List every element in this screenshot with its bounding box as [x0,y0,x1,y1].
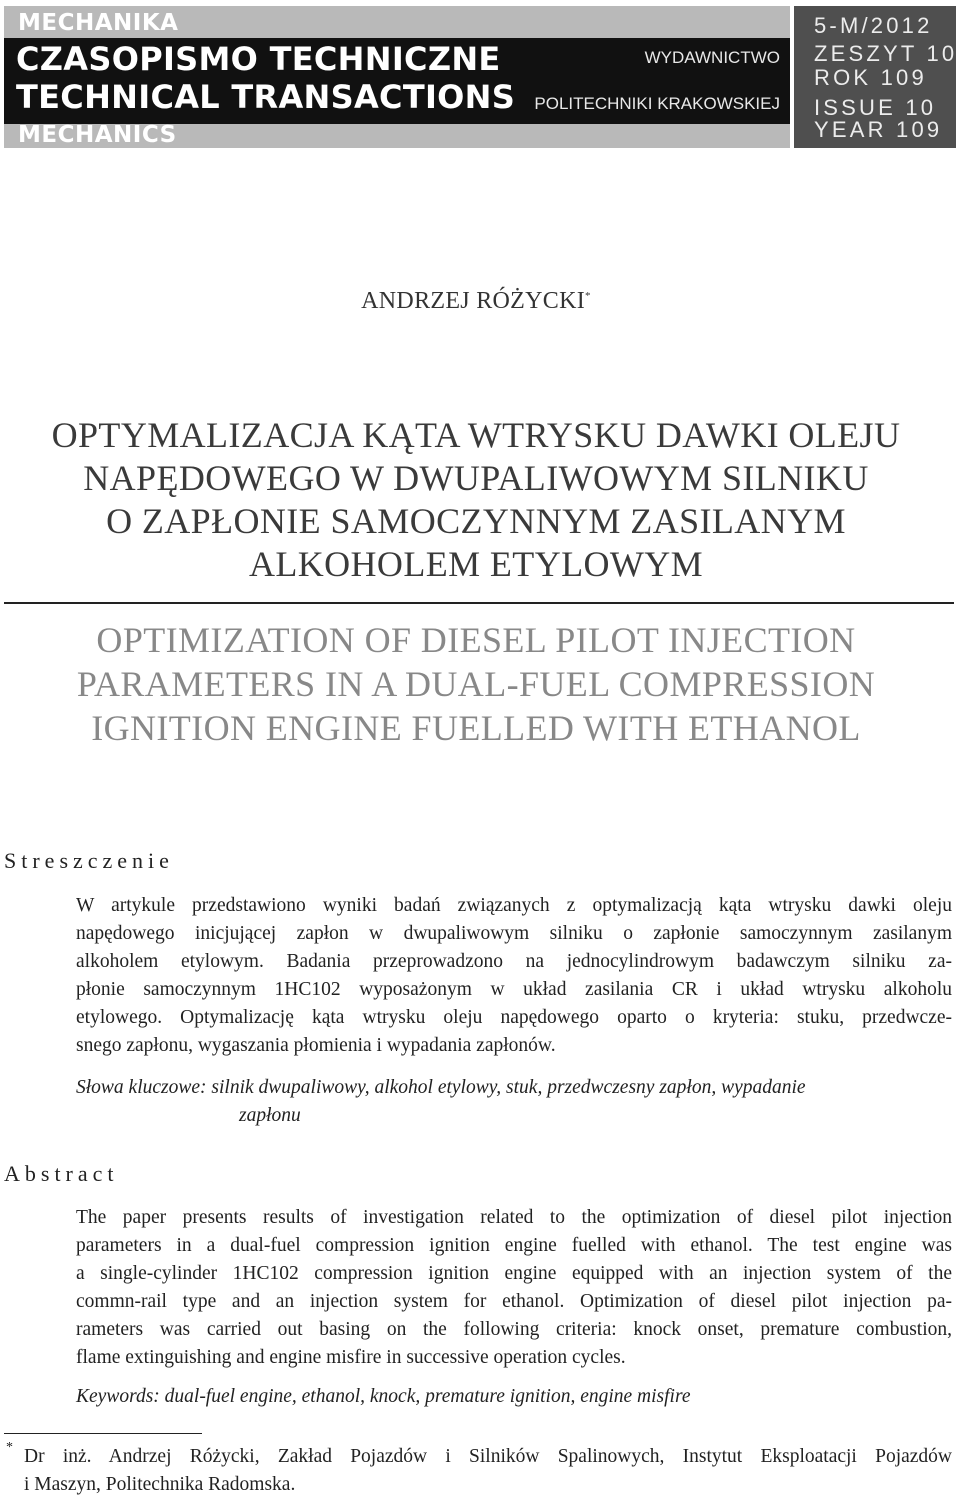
title-en-line: IGNITION ENGINE FUELLED WITH ETHANOL [91,708,861,748]
keywords-polish [76,1074,806,1130]
abstract-heading: Abstract [4,1161,119,1186]
footnote-line: Dr inż. Andrzej Różycki, Zakład Pojazdów i Silników Spalinowych, Instytut Eksploatacji Pojazdów [24,1446,952,1467]
footnote-line: i Maszyn, Politechnika Radomska. [24,1474,296,1495]
title-en-line: OPTIMIZATION OF DIESEL PILOT INJECTION [96,620,856,660]
issue-code: 5-M/2012 [814,13,933,38]
title-english [0,618,952,750]
paragraph-line: alkoholem etylowym. Badania przeprowadzono na jednocylindrowym badawczym silniku za- [76,951,952,972]
paragraph-line: napędowego inicjującej zapłon w dwupaliwowym silniku o zapłonie samoczynnym zasilanym [76,923,952,944]
author-name-text: ANDRZEJ RÓŻYCKI [361,288,585,314]
issue-info-block [794,6,956,148]
title-en-line: PARAMETERS IN A DUAL-FUEL COMPRESSION [76,664,876,704]
paragraph-line: snego zapłonu, wygaszania płomienia i wypadania zapłonów. [76,1035,556,1056]
publisher-line-2: POLITECHNIKI KRAKOWSKIEJ [534,94,780,113]
paragraph-line: The paper presents results of investigation related to the optimization of diesel pilot injection [76,1207,952,1228]
keywords-english: Keywords: dual-fuel engine, ethanol, knock, premature ignition, engine misfire [76,1386,691,1407]
title-divider [4,602,954,604]
keywords-pl-line: zapłonu [239,1105,301,1126]
title-pl-line: NAPĘDOWEGO W DWUPALIWOWYM SILNIKU [83,458,869,498]
rok-number: ROK 109 [814,65,927,90]
paragraph-line: parameters in a dual-fuel compression ignition engine fuelled with ethanol. The test engine was [76,1235,952,1256]
journal-header [4,6,956,148]
footnote-divider [4,1433,202,1434]
title-pl-line: OPTYMALIZACJA KĄTA WTRYSKU DAWKI OLEJU [51,415,901,455]
year-number: YEAR 109 [814,117,943,142]
paragraph-line: W artykule przedstawiono wyniki badań związanych z optymalizacją kąta wtrysku dawki oleju [76,895,952,916]
paragraph-line: commn-rail type and an injection system for ethanol. Optimization of diesel pilot injection pa- [76,1291,952,1312]
footnote [24,1443,952,1499]
zeszyt-number: ZESZYT 10 [814,41,958,66]
author-footnote-mark: * [585,290,591,302]
paragraph-line: płonie samoczynnym 1HC102 wyposażonym w układ zasilania CR i układ wtrysku alkoholu [76,979,952,1000]
journal-name-pl: CZASOPISMO TECHNICZNE [16,40,501,78]
abstract-body [76,1204,952,1372]
title-pl-line: ALKOHOLEM ETYLOWYM [248,544,704,584]
keywords-pl-line: Słowa kluczowe: silnik dwupaliwowy, alkohol etylowy, stuk, przedwczesny zapłon, wypadanie [76,1077,806,1098]
issue-number: ISSUE 10 [814,95,937,120]
footnote-mark: * [6,1440,13,1455]
paragraph-line: flame extinguishing and engine misfire in successive operation cycles. [76,1347,626,1368]
section-name-en: MECHANICS [18,122,177,148]
streszczenie-heading: Streszczenie [4,848,174,873]
paragraph-line: etylowego. Optymalizację kąta wtrysku oleju napędowego oparto o kryteria: stuku, przedwcze- [76,1007,952,1028]
title-pl-line: O ZAPŁONIE SAMOCZYNNYM ZASILANYM [106,501,846,541]
journal-title-block [4,6,790,148]
journal-name-en: TECHNICAL TRANSACTIONS [16,78,516,116]
publisher-line-1: WYDAWNICTWO [644,48,780,67]
section-name-pl: MECHANIKA [18,10,179,36]
paragraph-line: a single-cylinder 1HC102 compression ignition engine equipped with an injection system of the [76,1263,952,1284]
title-polish [0,414,952,586]
streszczenie-body [76,892,952,1060]
paragraph-line: rameters was carried out basing on the following criteria: knock onset, premature combustion, [76,1319,952,1340]
author-name [0,288,952,315]
